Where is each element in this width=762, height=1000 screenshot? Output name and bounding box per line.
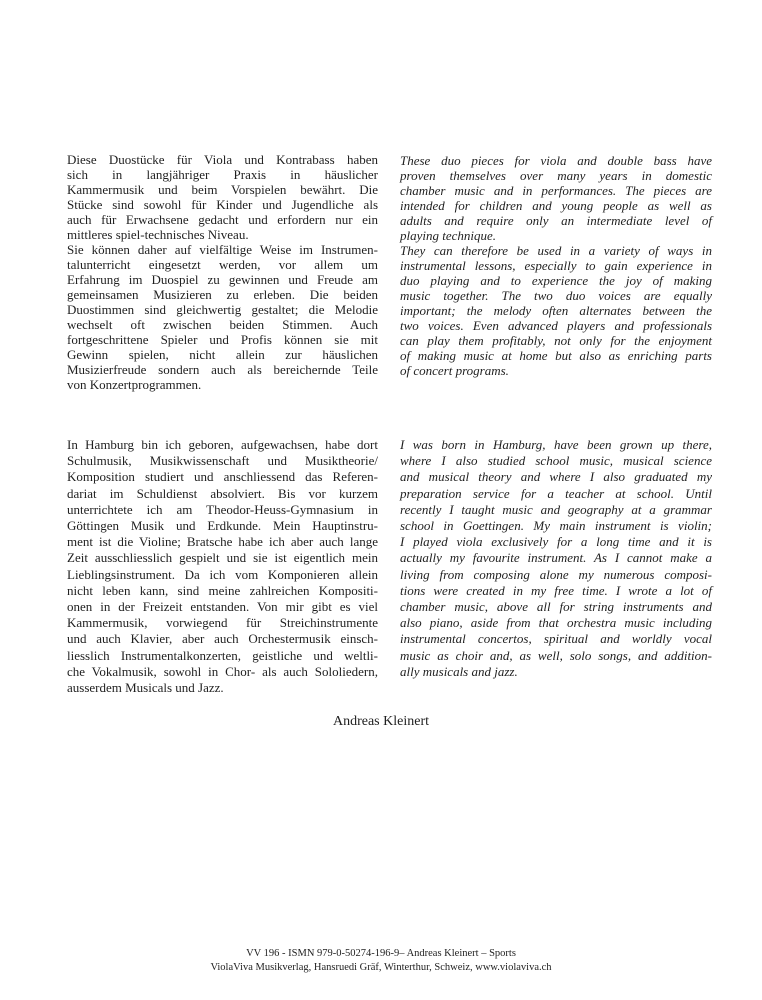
text-line: where I also studied school music, musical science [400,453,712,469]
text-line: unterrichtete ich am Theodor-Heuss-Gymnasium in [67,501,378,517]
text-line: Erfahrung im Duospiel zu gewinnen und Freude am [67,272,378,287]
text-line: ment ist die Violine; Bratsche habe ich aber auch lange [67,534,378,550]
text-line: They can therefore be used in a variety of ways in [400,243,712,258]
english-description-paragraphs [400,153,712,378]
text-line: Kammermusik und beim Vorspielen bewährt. Die [67,182,378,197]
text-line: Diese Duostücke für Viola und Kontrabass haben [67,152,378,167]
text-line: Schulmusik, Musikwissenschaft und Musiktheorie/ [67,453,378,469]
text-line: and musical theory and where I also graduated my [400,469,712,485]
text-line: playing technique. [400,228,497,243]
text-line: preparation service for a teacher at school. Until [400,485,712,501]
german-description-paragraphs [67,152,378,392]
text-line: two voices. Even advanced players and professionals [400,318,712,333]
text-line: living from composing alone my numerous composi- [400,566,712,582]
text-line: Gewinn spielen, nicht allein zur häuslichen [67,347,378,362]
footer-publisher-line: ViolaViva Musikverlag, Hansruedi Gräf, Winterthur, Schweiz, www.violaviva.ch [210,961,552,973]
text-line: sich in langjähriger Praxis in häuslicher [67,167,378,182]
text-line: von Konzertprogrammen. [67,377,202,392]
text-line: school in Goettingen. My main instrument is violin; [400,518,712,534]
text-line: Kammermusik, vorwiegend für Streichinstrumente [67,615,378,631]
text-line: I played viola exclusively for a long time and it is [400,534,712,550]
text-line: tions were created in my free time. I wrote a lot of [400,582,712,598]
text-line: of concert programs. [400,363,509,378]
text-line: onen in der Freizeit entstanden. Von mir gibt es viel [67,599,378,615]
text-line: proven themselves over many years in domestic [400,168,712,183]
text-line: ausserdem Musicals und Jazz. [67,680,224,696]
text-line: I was born in Hamburg, have been grown up there, [400,437,712,452]
german-biography-paragraph [67,437,378,696]
english-biography-paragraph [400,437,712,680]
text-line: mittleres spiel-technisches Niveau. [67,227,249,242]
text-line: In Hamburg bin ich geboren, aufgewachsen, habe dort [67,437,378,452]
text-line: music as choir and, as well, solo songs, and addition- [400,647,712,663]
text-line: also piano, aside from that orchestra music including [400,615,712,631]
text-line: of making music at home but also as enriching parts [400,348,712,363]
text-line: Musizierfreude sondern auch als bereichernde Teile [67,362,378,377]
text-line: instrumental concertos, spiritual and worldly vocal [400,631,712,647]
text-line: liesslich Instrumentalkonzerten, geistliche und weltli- [67,647,378,663]
text-line: Stücke sind sowohl für Kinder und Jugendliche als [67,197,378,212]
text-line: Zeit ausschliesslich gespielt und sie ist eigentlich mein [67,550,378,566]
text-line: ally musicals and jazz. [400,663,518,679]
text-line: fortgeschrittene Spieler und Profis können sie mit [67,332,378,347]
text-line: wechselt oft zwischen beiden Stimmen. Auch [67,317,378,332]
text-line: Komposition studiert und anschliessend das Referen- [67,469,378,485]
author-name: Andreas Kleinert [332,714,430,729]
text-line: Göttingen Musik und Erdkunde. Mein Hauptinstru- [67,518,378,534]
text-line: und auch Klavier, aber auch Orchestermusik einsch- [67,631,378,647]
text-line: actually my favourite instrument. As I cannot make a [400,550,712,566]
text-line: instrumental lessons, especially to gain experience in [400,258,712,273]
text-line: che Vokalmusik, sowohl in Chor- als auch Sololiedern, [67,663,378,679]
text-line: Duostimmen sind gleichwertig gestaltet; die Melodie [67,302,378,317]
text-line: music together. The two duo voices are equally [400,288,712,303]
text-line: recently I taught music and geography at a grammar [400,501,712,517]
text-line: chamber music, above all for string instruments and [400,599,712,615]
text-line: adults and require only an intermediate level of [400,213,712,228]
footer-catalog-line: VV 196 - ISMN 979-0-50274-196-9– Andreas Kleinert – Sports [246,948,516,959]
text-line: duo playing and to experience the joy of making [400,273,712,288]
text-line: important; the melody often alternates between the [400,303,712,318]
text-line: Sie können daher auf vielfältige Weise im Instrumen- [67,242,378,257]
text-line: can play them profitably, not only for the enjoyment [400,333,712,348]
text-line: intended for children and young people as well as [400,198,712,213]
text-line: These duo pieces for viola and double bass have [400,153,712,168]
text-line: nicht leben kann, sind meine zahlreichen Kompositi- [67,582,378,598]
text-line: dariat im Schuldienst absolviert. Bis vor kurzem [67,485,378,501]
text-line: gemeinsamen Musizieren zu erleben. Die beiden [67,287,378,302]
text-line: Lieblingsinstrument. Da ich vom Komponieren allein [67,566,378,582]
text-line: talunterricht eingesetzt werden, vor allem um [67,257,378,272]
text-line: chamber music and in performances. The pieces are [400,183,712,198]
text-line: auch für Erwachsene gedacht und erfordern nur ein [67,212,378,227]
footer [0,947,762,974]
